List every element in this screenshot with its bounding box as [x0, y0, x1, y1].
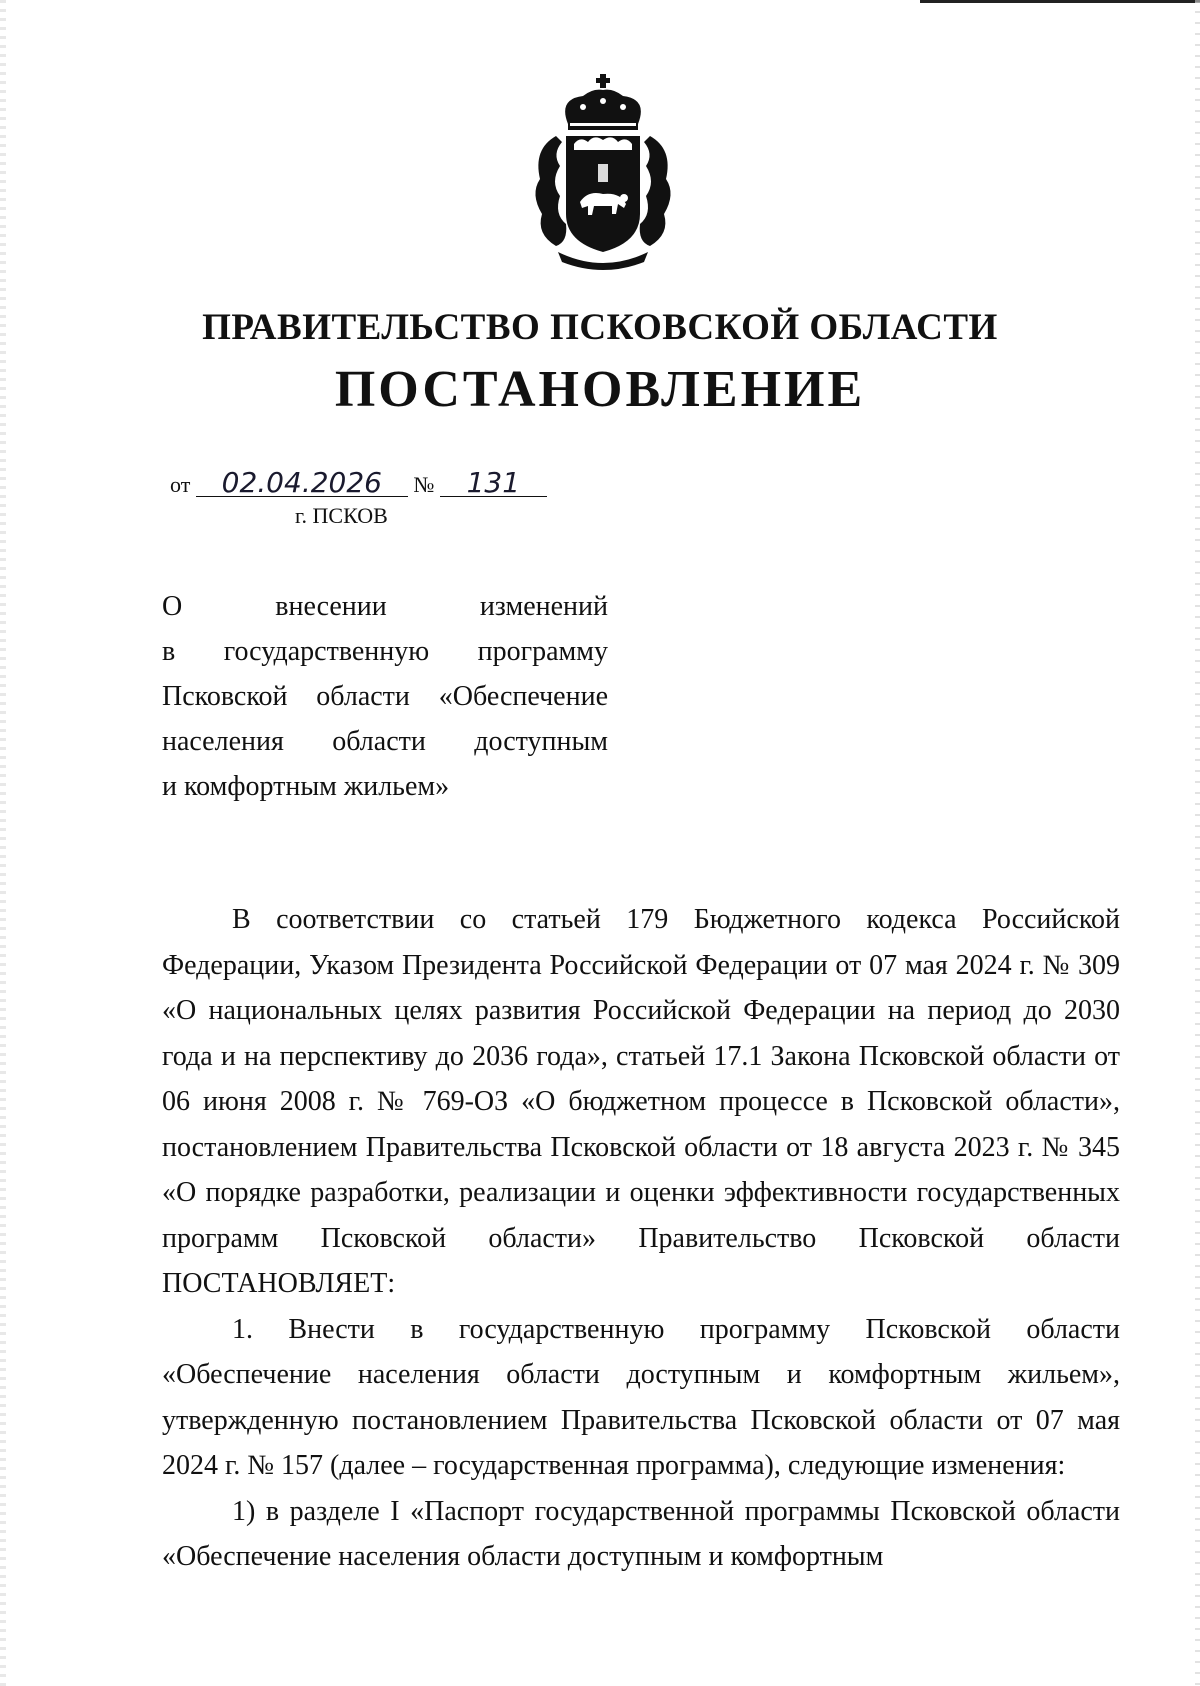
body-paragraph: В соответствии со статьей 179 Бюджетного кодекса Российской Федерации, Указом Президента Российской Федерации от 07 мая 2024 г. № 309 «О национальных целях развития Российской Федерации на период до 2030 года и на перспективу до 2036 года», статьей 17.1 Закона Псковской области от 06 июня 2008 г. № 769-ОЗ «О бюджетном процессе в Псковской области», постановлением Правительства Псковской области от 18 августа 2023 г. № 345 «О порядке разработки, реализации и оценки эффективности государственных программ Псковской области» Правительство Псковской области ПОСТАНОВЛЯЕТ:: [162, 904, 1120, 1299]
body-paragraph: 1) в разделе I «Паспорт государственной программы Псковской области «Обеспечение населения области доступным и комфортным: [162, 1495, 1120, 1572]
subject-line: О внесении изменений: [162, 591, 608, 622]
scan-top-rule: [920, 0, 1200, 3]
city-label: г. ПСКОВ: [295, 503, 388, 528]
scan-edge-left: [0, 0, 6, 1686]
coat-of-arms-icon: [528, 74, 678, 274]
subject-line: и комфортным жильем»: [162, 771, 450, 802]
subject-line: Псковской области «Обеспечение: [162, 681, 608, 712]
subject-line: в государственную программу: [162, 636, 608, 667]
date-prefix: от: [170, 472, 191, 497]
decree-date: 02.04.2026: [196, 470, 408, 497]
body-paragraph: 1. Внести в государственную программу Псковской области «Обеспечение населения области доступным и комфортным жильем», утвержденную постановлением Правительства Псковской области от 07 мая 2024 г. № 157 (далее – государственная программа), следующие изменения:: [162, 1313, 1120, 1481]
decree-subject: [162, 584, 608, 809]
number-prefix: №: [413, 472, 435, 497]
scan-edge-right: [1195, 0, 1200, 1686]
registration-line: [170, 466, 547, 499]
decree-body: [162, 897, 1120, 1580]
subject-line: населения области доступным: [162, 726, 608, 757]
decree-number: 131: [440, 470, 547, 497]
document-type-title: ПОСТАНОВЛЕНИЕ: [334, 361, 866, 418]
government-title: ПРАВИТЕЛЬСТВО ПСКОВСКОЙ ОБЛАСТИ: [202, 307, 998, 348]
